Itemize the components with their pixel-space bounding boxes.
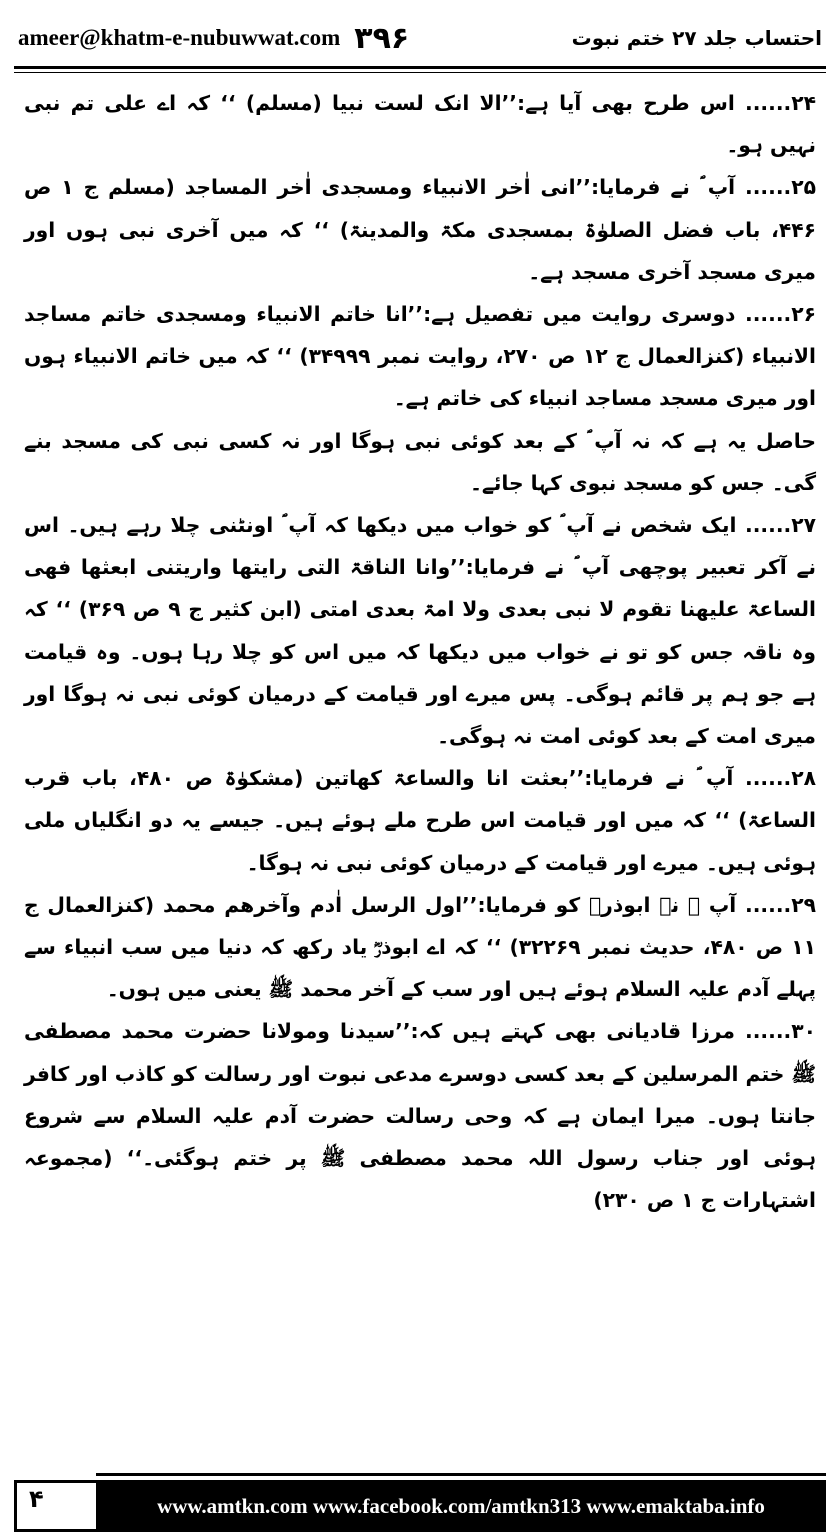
paragraph-26: ۲۶...... دوسری روایت میں تفصیل ہے:’’انا خاتم الانبیاء ومسجدی خاتم مساجد الانبیاء (کنزالعمال ج ۱۲ ص ۲۷۰، روایت نمبر ۳۴۹۹۹) ‘‘ کہ میں خاتم الانبیاء ہوں اور میری مسجد مساجد انبیاء کی خاتم ہے۔ — [24, 302, 816, 411]
paragraph-summary: حاصل یہ ہے کہ نہ آپ ؐ کے بعد کوئی نبی ہوگا اور نہ کسی نبی کی مسجد بنے گی۔ جس کو مسجد نبوی کہا جائے۔ — [24, 428, 816, 495]
footer-number-box: ۴ — [14, 1480, 96, 1532]
page-number: ۳۹۶ — [354, 20, 410, 56]
footer-links: www.amtkn.com www.facebook.com/amtkn313 www.emaktaba.info — [96, 1480, 826, 1532]
page-header — [18, 14, 822, 62]
footer-rule — [96, 1473, 826, 1476]
paragraph-28: ۲۸...... آپ ؐ نے فرمایا:’’بعثت انا والساعۃ کھاتین (مشکوٰۃ ص ۴۸۰، باب قرب الساعۃ) ‘‘ کہ میں اور قیامت اس طرح ملے ہوئے ہیں۔ جیسے یہ دو انگلیاں ملی ہوئی ہیں۔ میرے اور قیامت کے درمیان کوئی نبی نہ ہوگا۔ — [24, 766, 816, 875]
header-email: ameer@khatm-e-nubuwwat.com — [18, 25, 341, 50]
paragraph-27: ۲۷...... ایک شخص نے آپ ؐ کو خواب میں دیکھا کہ آپ ؐ اونٹنی چلا رہے ہیں۔ اس نے آکر تعبیر پوچھی آپ ؐ نے فرمایا:’’وانا الناقۃ التی رایتھا واریتنی ابعثھا فھی الساعۃ علیھنا تقوم لا نبی بعدی ولا امۃ بعدی امتی (ابن کثیر ج ۹ ص ۳۶۹) ‘‘ کہ وہ ناقہ جس کو تو نے خواب میں دیکھا کہ میں اس کو چلا رہا ہوں۔ وہ قیامت ہے جو ہم پر قائم ہوگی۔ پس میرے اور قیامت کے درمیان کوئی نبی نہ ہوگا اور میری امت کے بعد کوئی امت نہ ہوگی۔ — [24, 513, 816, 749]
paragraph-25: ۲۵...... آپ ؐ نے فرمایا:’’انی اٰخر الانبیاء ومسجدی اٰخر المساجد (مسلم ج ۱ ص ۴۴۶، باب فضل الصلوٰۃ بمسجدی مکۃ والمدینۃ) ‘‘ کہ میں آخری نبی ہوں اور میری مسجد آخری مسجد ہے۔ — [24, 175, 816, 284]
header-rule — [14, 66, 826, 73]
paragraph-30: ۳۰...... مرزا قادیانی بھی کہتے ہیں کہ:’’سیدنا ومولانا حضرت محمد مصطفی ﷺ ختم المرسلین کے بعد کسی دوسرے مدعی نبوت اور رسالت کو کاذب اور کافر جانتا ہوں۔ میرا ایمان ہے کہ وحی رسالت حضرت آدم علیہ السلام سے شروع ہوئی اور جناب رسول اللہ محمد مصطفی ﷺ پر ختم ہوگئی۔‘‘ (مجموعہ اشتہارات ج ۱ ص ۲۳۰) — [24, 1019, 816, 1213]
book-title: احتساب جلد ۲۷ ختم نبوت — [571, 26, 822, 50]
page-body — [24, 82, 816, 1460]
page-footer — [14, 1480, 826, 1532]
paragraph-24: ۲۴...... اس طرح بھی آیا ہے:’’الا انک لست نبیا (مسلم) ‘‘ کہ اے علی تم نبی نہیں ہو۔ — [24, 91, 816, 158]
paragraph-29: ۲۹...... آپ ؐ نے ابوذرؓ کو فرمایا:’’اول الرسل اٰدم وآخرھم محمد (کنزالعمال ج ۱۱ ص ۴۸۰، حدیث نمبر ۳۲۲۶۹) ‘‘ کہ اے ابوذرؓ یاد رکھ کہ دنیا میں سب انبیاء سے پہلے آدم علیہ السلام ہوئے ہیں اور سب کے آخر محمد ﷺ یعنی میں ہوں۔ — [24, 892, 816, 1002]
header-left — [18, 21, 409, 56]
